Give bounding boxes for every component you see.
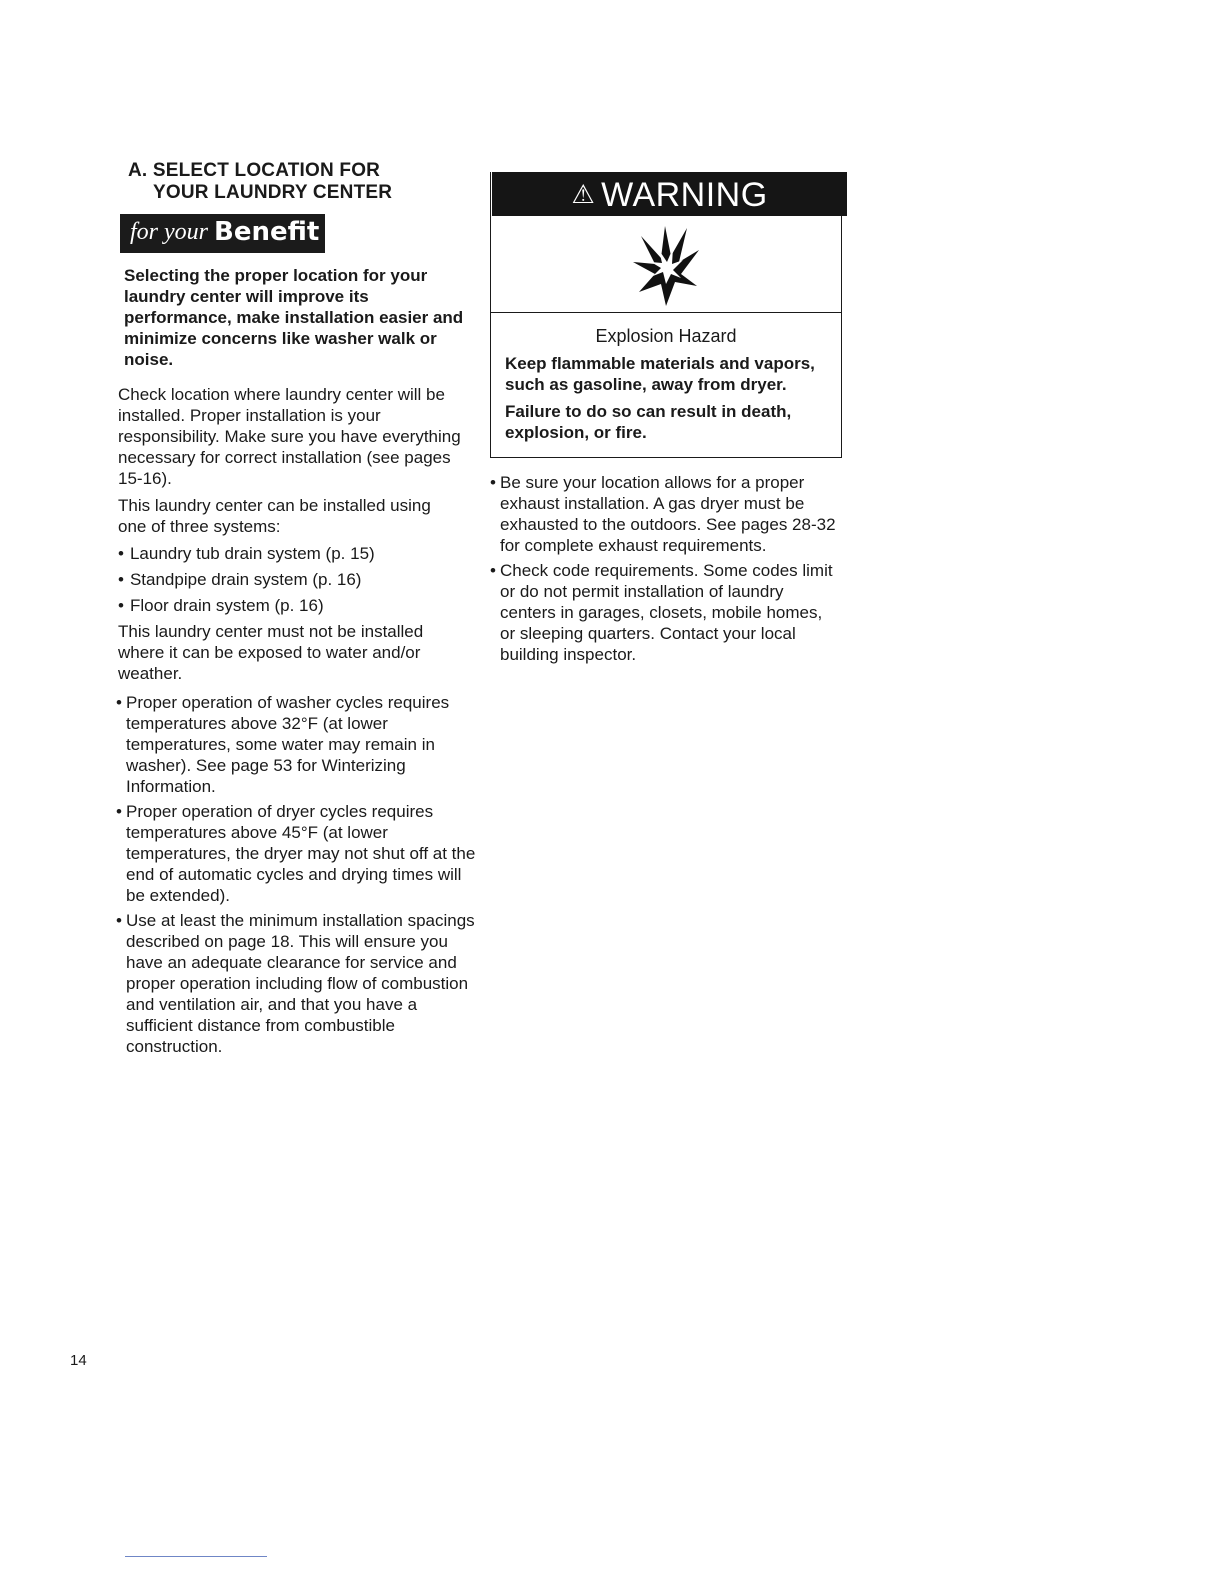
section-title-line2: YOUR LAUNDRY CENTER xyxy=(153,182,393,203)
section-title-line1: A. SELECT LOCATION FOR xyxy=(128,160,381,181)
list-item: • Use at least the minimum installation spacings described on page 18. This will ensure you have an adequate clearance for service and proper operation including flow of combustion and ventilation air, and that you have a sufficient distance from combustible construction. xyxy=(116,910,476,1057)
exposure-note: This laundry center must not be installed where it can be exposed to water and/or weather. xyxy=(118,622,424,683)
intro-paragraph-2: This laundry center can be installed using one of three systems: xyxy=(118,496,431,536)
section-title xyxy=(128,160,476,204)
benefit-text: Selecting the proper location for your laundry center will improve its performance, make installation easier and minimize concerns like washer walk or noise. xyxy=(124,266,464,369)
left-bullet-list xyxy=(116,692,476,1057)
warning-header-label: WARNING xyxy=(601,176,768,214)
page-number: 14 xyxy=(70,1352,87,1369)
right-bullet-list xyxy=(490,472,840,665)
benefit-badge-big: Benefit xyxy=(214,217,320,247)
list-item: • Be sure your location allows for a proper exhaust installation. A gas dryer must be exhausted to the outdoors. See pages 28-32 for complete exhaust requirements. xyxy=(490,472,840,556)
list-item: • Proper operation of dryer cycles requires temperatures above 45°F (at lower temperatures, the dryer may not shut off at the end of automatic cycles and drying times will be extended). xyxy=(116,801,476,906)
hazard-consequence: Failure to do so can result in death, explosion, or fire. xyxy=(505,402,792,442)
list-item: • Check code requirements. Some codes limit or do not permit installation of laundry centers in garages, closets, mobile homes, or sleeping quarters. Contact your local building inspector. xyxy=(490,560,840,665)
warning-box xyxy=(490,172,842,458)
warning-pictogram xyxy=(491,216,841,313)
hazard-instruction: Keep flammable materials and vapors, such as gasoline, away from dryer. xyxy=(505,354,815,394)
list-item: • Laundry tub drain system (p. 15) xyxy=(118,543,476,564)
list-item: • Standpipe drain system (p. 16) xyxy=(118,569,476,590)
left-column xyxy=(116,160,476,1061)
intro-paragraph-1: Check location where laundry center will be installed. Proper installation is your responsibility. Make sure you have everything necessary for correct installation (see pages 15-16). xyxy=(118,385,461,488)
hazard-title: Explosion Hazard xyxy=(595,326,737,346)
benefit-badge xyxy=(120,214,325,253)
list-item: • Proper operation of washer cycles requires temperatures above 32°F (at lower temperatures, some water may remain in washer). See page 53 for Winterizing Information. xyxy=(116,692,476,797)
right-column xyxy=(490,172,850,669)
drain-systems-list xyxy=(118,543,476,616)
warning-triangle-icon: ⚠ xyxy=(571,179,596,209)
list-item: • Floor drain system (p. 16) xyxy=(118,595,476,616)
footer-rule xyxy=(125,1556,267,1557)
explosion-icon xyxy=(631,222,701,306)
benefit-badge-small: for your xyxy=(130,219,208,245)
warning-header xyxy=(492,172,847,216)
